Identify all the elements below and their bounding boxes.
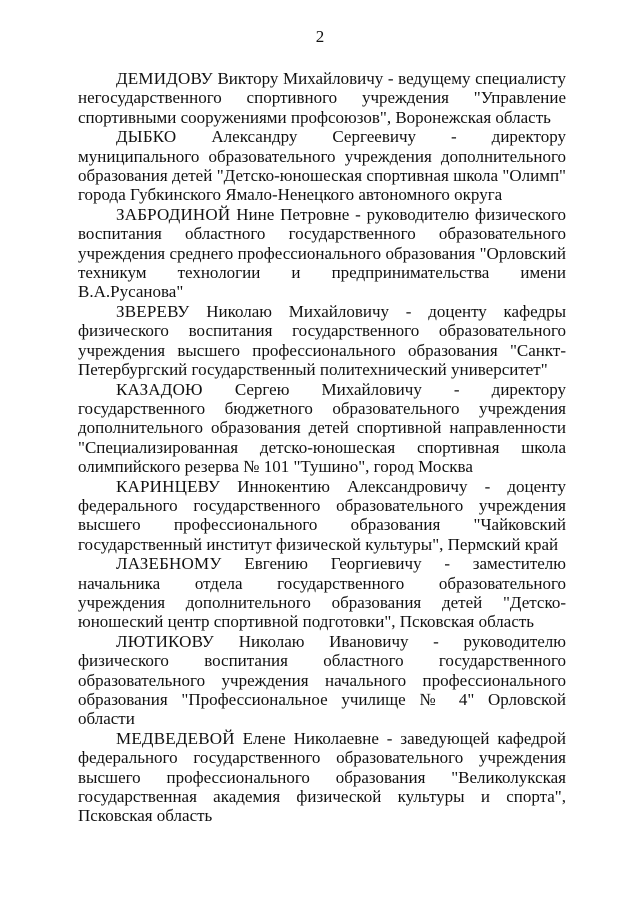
- list-item: [78, 554, 566, 632]
- list-item: [78, 69, 566, 127]
- surname: ЗВЕРЕВУ: [116, 301, 190, 321]
- list-item: [78, 632, 566, 729]
- entry-text: Нине Петровне - руководителю физического воспитания областного государственного образовательного учреждения среднего профессионального образования "Орловский техникум технологии и предпринимательства имени В.А.Русанова": [78, 204, 566, 302]
- surname: ЗАБРОДИНОЙ: [116, 204, 231, 224]
- entry-text: Виктору Михайловичу - ведущему специалисту негосударственного спортивного учреждения "Управление спортивными сооружениями профсоюзов", Воронежская область: [78, 69, 566, 127]
- entry-text: Николаю Ивановичу - руководителю физического воспитания областного государственного образовательного учреждения начального профессионального образования "Профессиональное училище № 4" Орловской области: [78, 631, 566, 729]
- list-item: [78, 127, 566, 205]
- list-item: [78, 302, 566, 380]
- surname: ЛАЗЕБНОМУ: [116, 554, 222, 574]
- surname: ЛЮТИКОВУ: [116, 631, 215, 651]
- list-item: [78, 477, 566, 555]
- list-item: [78, 205, 566, 302]
- entry-text: Александру Сергеевичу - директору муниципального образовательного учреждения дополнительного образования детей "Детско-юношеская спортивная школа "Олимп" города Губкинского Ямало-Ненецкого автономного округа: [78, 127, 566, 205]
- surname: КАЗАДОЮ: [116, 379, 203, 399]
- surname: ДЫБКО: [116, 127, 177, 147]
- list-item: [78, 380, 566, 477]
- entry-text: Евгению Георгиевичу - заместителю начальника отдела государственного образовательного учреждения дополнительного образования детей "Детско-юношеский центр спортивной подготовки", Псковская область: [78, 554, 566, 632]
- page-number: 2: [315, 27, 325, 46]
- entry-text: Елене Николаевне - заведующей кафедрой федерального государственного образовательного учреждения высшего профессионального образования "Великолукская государственная академия физической культуры и спорта", Псковская область: [78, 728, 566, 826]
- surname: МЕДВЕДЕВОЙ: [116, 728, 235, 748]
- award-list: [78, 69, 566, 826]
- surname: ДЕМИДОВУ: [116, 69, 213, 88]
- entry-text: Сергею Михайловичу - директору государственного бюджетного образовательного учреждения дополнительного образования детей спортивной направленности "Специализированная детско-юношеская спортивная школа олимпийского резерва № 101 "Тушино", город Москва: [78, 379, 566, 477]
- surname: КАРИНЦЕВУ: [116, 476, 221, 496]
- entry-text: Николаю Михайловичу - доценту кафедры физического воспитания государственного образовательного учреждения высшего профессионального образования "Санкт-Петербургский государственный политехнический университет": [78, 301, 566, 380]
- list-item: [78, 729, 566, 826]
- entry-text: Иннокентию Александровичу - доценту федерального государственного образовательного учреждения высшего профессионального образования "Чайковский государственный институт физической культуры", Пермский край: [78, 476, 566, 554]
